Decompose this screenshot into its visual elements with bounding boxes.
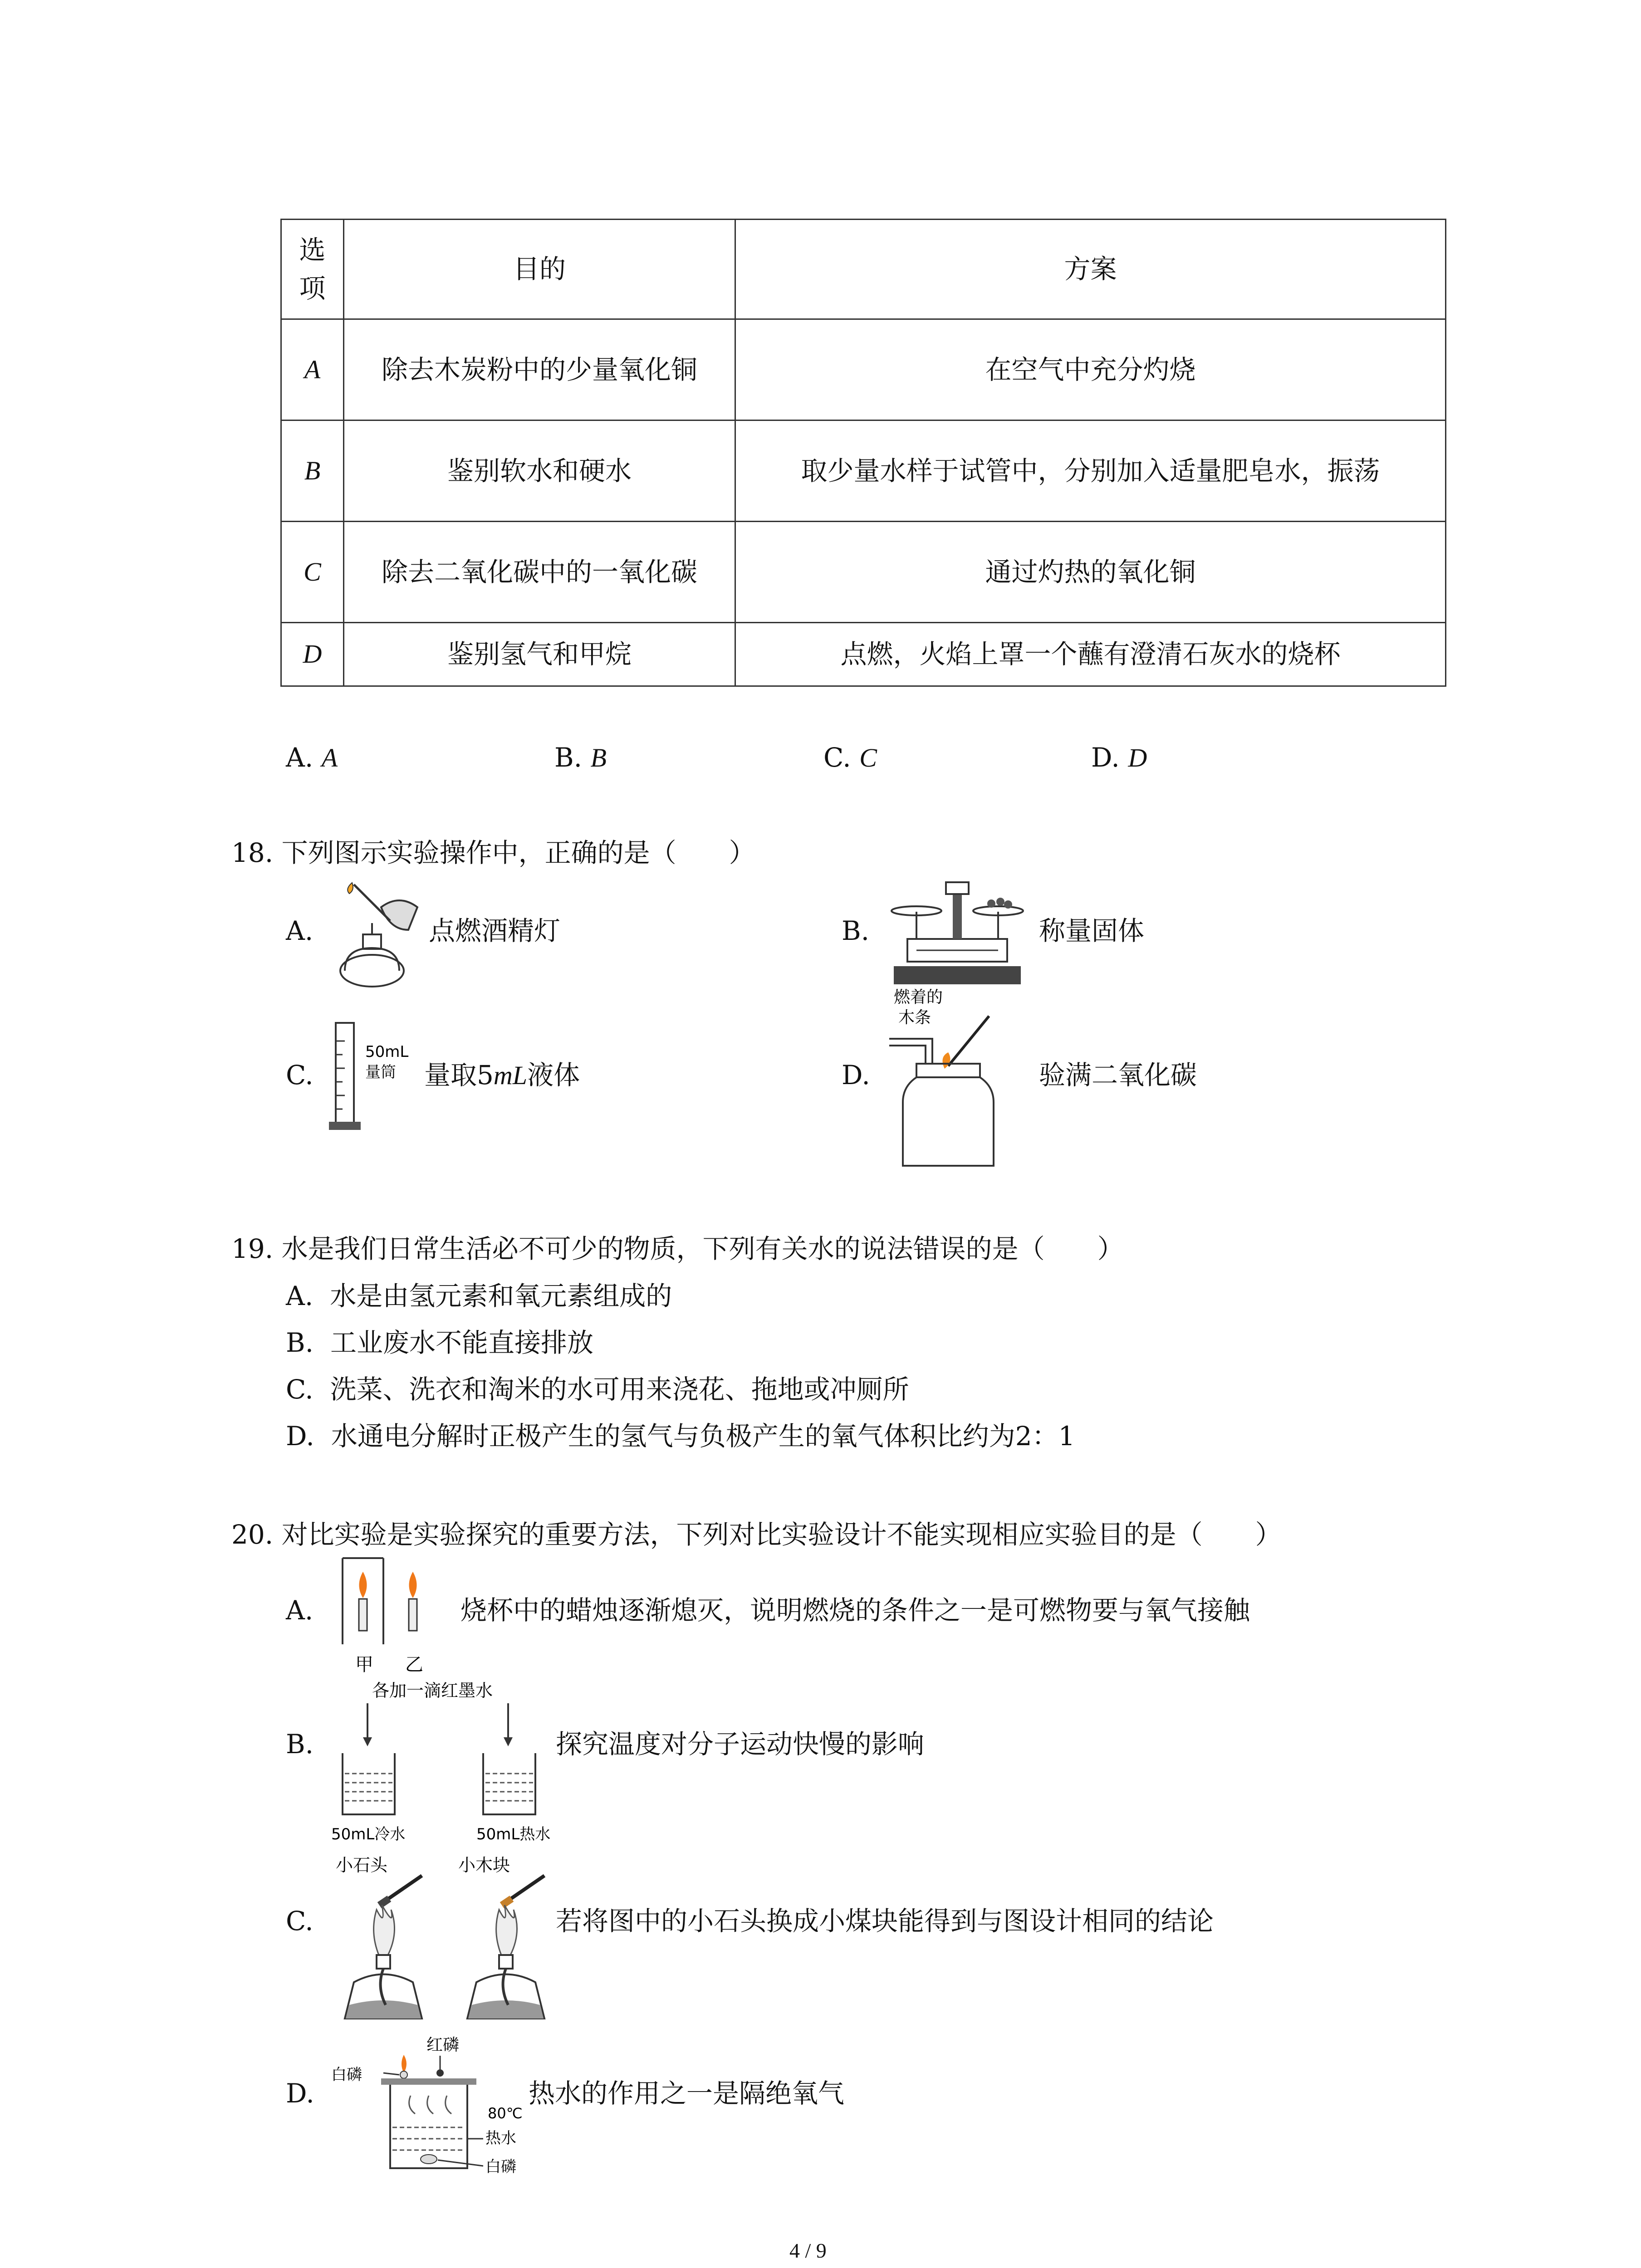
q20-option-b-label[interactable]: B. — [286, 1729, 314, 1760]
q20-option-c-label[interactable]: C. — [286, 1906, 314, 1936]
table-row — [281, 623, 1446, 686]
options-table — [280, 219, 1446, 687]
temperature-label: 80℃ — [488, 2105, 523, 2122]
row-plan: 取少量水样于试管中，分别加入适量肥皂水，振荡 — [735, 420, 1446, 522]
row-plan: 通过灼热的氧化铜 — [735, 522, 1446, 623]
row-purpose: 鉴别氢气和甲烷 — [344, 623, 735, 686]
red-phosphorus-label: 红磷 — [426, 2036, 460, 2054]
header-option: 选 项 — [281, 220, 344, 319]
row-option: D — [281, 623, 344, 686]
balance-scale-figure — [889, 875, 1025, 989]
header-plan: 方案 — [735, 220, 1446, 319]
q19-option-a[interactable]: A. 水是由氢元素和氧元素组成的 — [286, 1281, 672, 1311]
question-18-stem: 18. 下列图示实验操作中，正确的是（ ） — [231, 837, 755, 868]
alcohol-lamps-stone-wood-figure — [331, 1851, 567, 2032]
q18-option-d-text: 验满二氧化碳 — [1039, 1060, 1197, 1090]
phosphorus-combustion-figure — [331, 2028, 531, 2177]
hot-water-label-d: 热水 — [485, 2129, 516, 2147]
q18-option-a-text: 点燃酒精灯 — [429, 915, 561, 946]
row-purpose: 除去二氧化碳中的一氧化碳 — [344, 522, 735, 623]
ink-label: 各加一滴红墨水 — [372, 1681, 493, 1701]
q20-option-a-label[interactable]: A. — [286, 1595, 314, 1626]
row-plan: 在空气中充分灼烧 — [735, 319, 1446, 420]
q19-option-d[interactable]: D. 水通电分解时正极产生的氢气与负极产生的氧气体积比约为2：1 — [286, 1421, 1075, 1452]
question-19-stem: 19. 水是我们日常生活必不可少的物质，下列有关水的说法错误的是（ ） — [231, 1233, 1124, 1264]
q20-option-b-text: 探究温度对分子运动快慢的影响 — [556, 1729, 925, 1760]
page-number: 4 / 9 — [789, 2239, 827, 2262]
q20-option-c-text: 若将图中的小石头换成小煤块能得到与图设计相同的结论 — [556, 1906, 1214, 1936]
table-row — [281, 522, 1446, 623]
cylinder-label-name: 量筒 — [365, 1063, 396, 1081]
stone-label: 小石头 — [336, 1855, 388, 1875]
q18-option-c-label[interactable]: C. — [286, 1060, 314, 1090]
q20-option-d-text: 热水的作用之一是隔绝氧气 — [529, 2078, 845, 2109]
q20-option-d-label[interactable]: D. — [286, 2078, 314, 2109]
q18-option-a-label[interactable]: A. — [286, 915, 314, 946]
white-phosphorus-bottom-label: 白磷 — [485, 2158, 516, 2176]
candle-label-right: 乙 — [405, 1654, 423, 1675]
wood-label: 小木块 — [458, 1855, 510, 1875]
row-option: B — [281, 420, 344, 522]
choice-b[interactable]: B. B — [554, 742, 607, 773]
q20-option-a-text: 烧杯中的蜡烛逐渐熄灭，说明燃烧的条件之一是可燃物要与氧气接触 — [460, 1595, 1250, 1626]
row-option: C — [281, 522, 344, 623]
choice-a[interactable]: A. A — [286, 742, 338, 773]
q18-option-c-text: 量取5mL液体 — [424, 1060, 580, 1090]
beakers-ink-figure — [327, 1678, 563, 1846]
q19-option-c[interactable]: C. 洗菜、洗衣和淘米的水可用来浇花、拖地或冲厕所 — [286, 1374, 909, 1405]
row-purpose: 除去木炭粉中的少量氧化铜 — [344, 319, 735, 420]
hot-water-label: 50mL热水 — [476, 1825, 551, 1843]
choice-c[interactable]: C. C — [823, 742, 877, 773]
graduated-cylinder-figure — [327, 1018, 417, 1136]
row-option: A — [281, 319, 344, 420]
white-phosphorus-top-label: 白磷 — [331, 2066, 362, 2084]
candles-beaker-figure — [333, 1549, 460, 1685]
q18-option-b-label[interactable]: B. — [842, 915, 870, 946]
table-row — [281, 420, 1446, 522]
gas-bottle-splint-figure — [885, 984, 1021, 1170]
splint-label-1: 燃着的 — [894, 988, 943, 1007]
q18-option-d-label[interactable]: D. — [842, 1060, 870, 1090]
cylinder-label-volume: 50mL — [365, 1043, 409, 1061]
cold-water-label: 50mL冷水 — [331, 1825, 406, 1843]
q18-option-b-text: 称量固体 — [1039, 915, 1145, 946]
splint-label-2: 木条 — [898, 1008, 931, 1027]
table-header-row — [281, 220, 1446, 319]
q19-option-b[interactable]: B. 工业废水不能直接排放 — [286, 1327, 593, 1358]
table-row — [281, 319, 1446, 420]
candle-label-left: 甲 — [355, 1654, 373, 1675]
row-purpose: 鉴别软水和硬水 — [344, 420, 735, 522]
header-purpose: 目的 — [344, 220, 735, 319]
choice-d[interactable]: D. D — [1091, 742, 1147, 773]
lighting-alcohol-lamp-figure — [327, 880, 431, 993]
question-20-stem: 20. 对比实验是实验探究的重要方法，下列对比实验设计不能实现相应实验目的是（ ） — [231, 1519, 1282, 1550]
row-plan: 点燃，火焰上罩一个蘸有澄清石灰水的烧杯 — [735, 623, 1446, 686]
